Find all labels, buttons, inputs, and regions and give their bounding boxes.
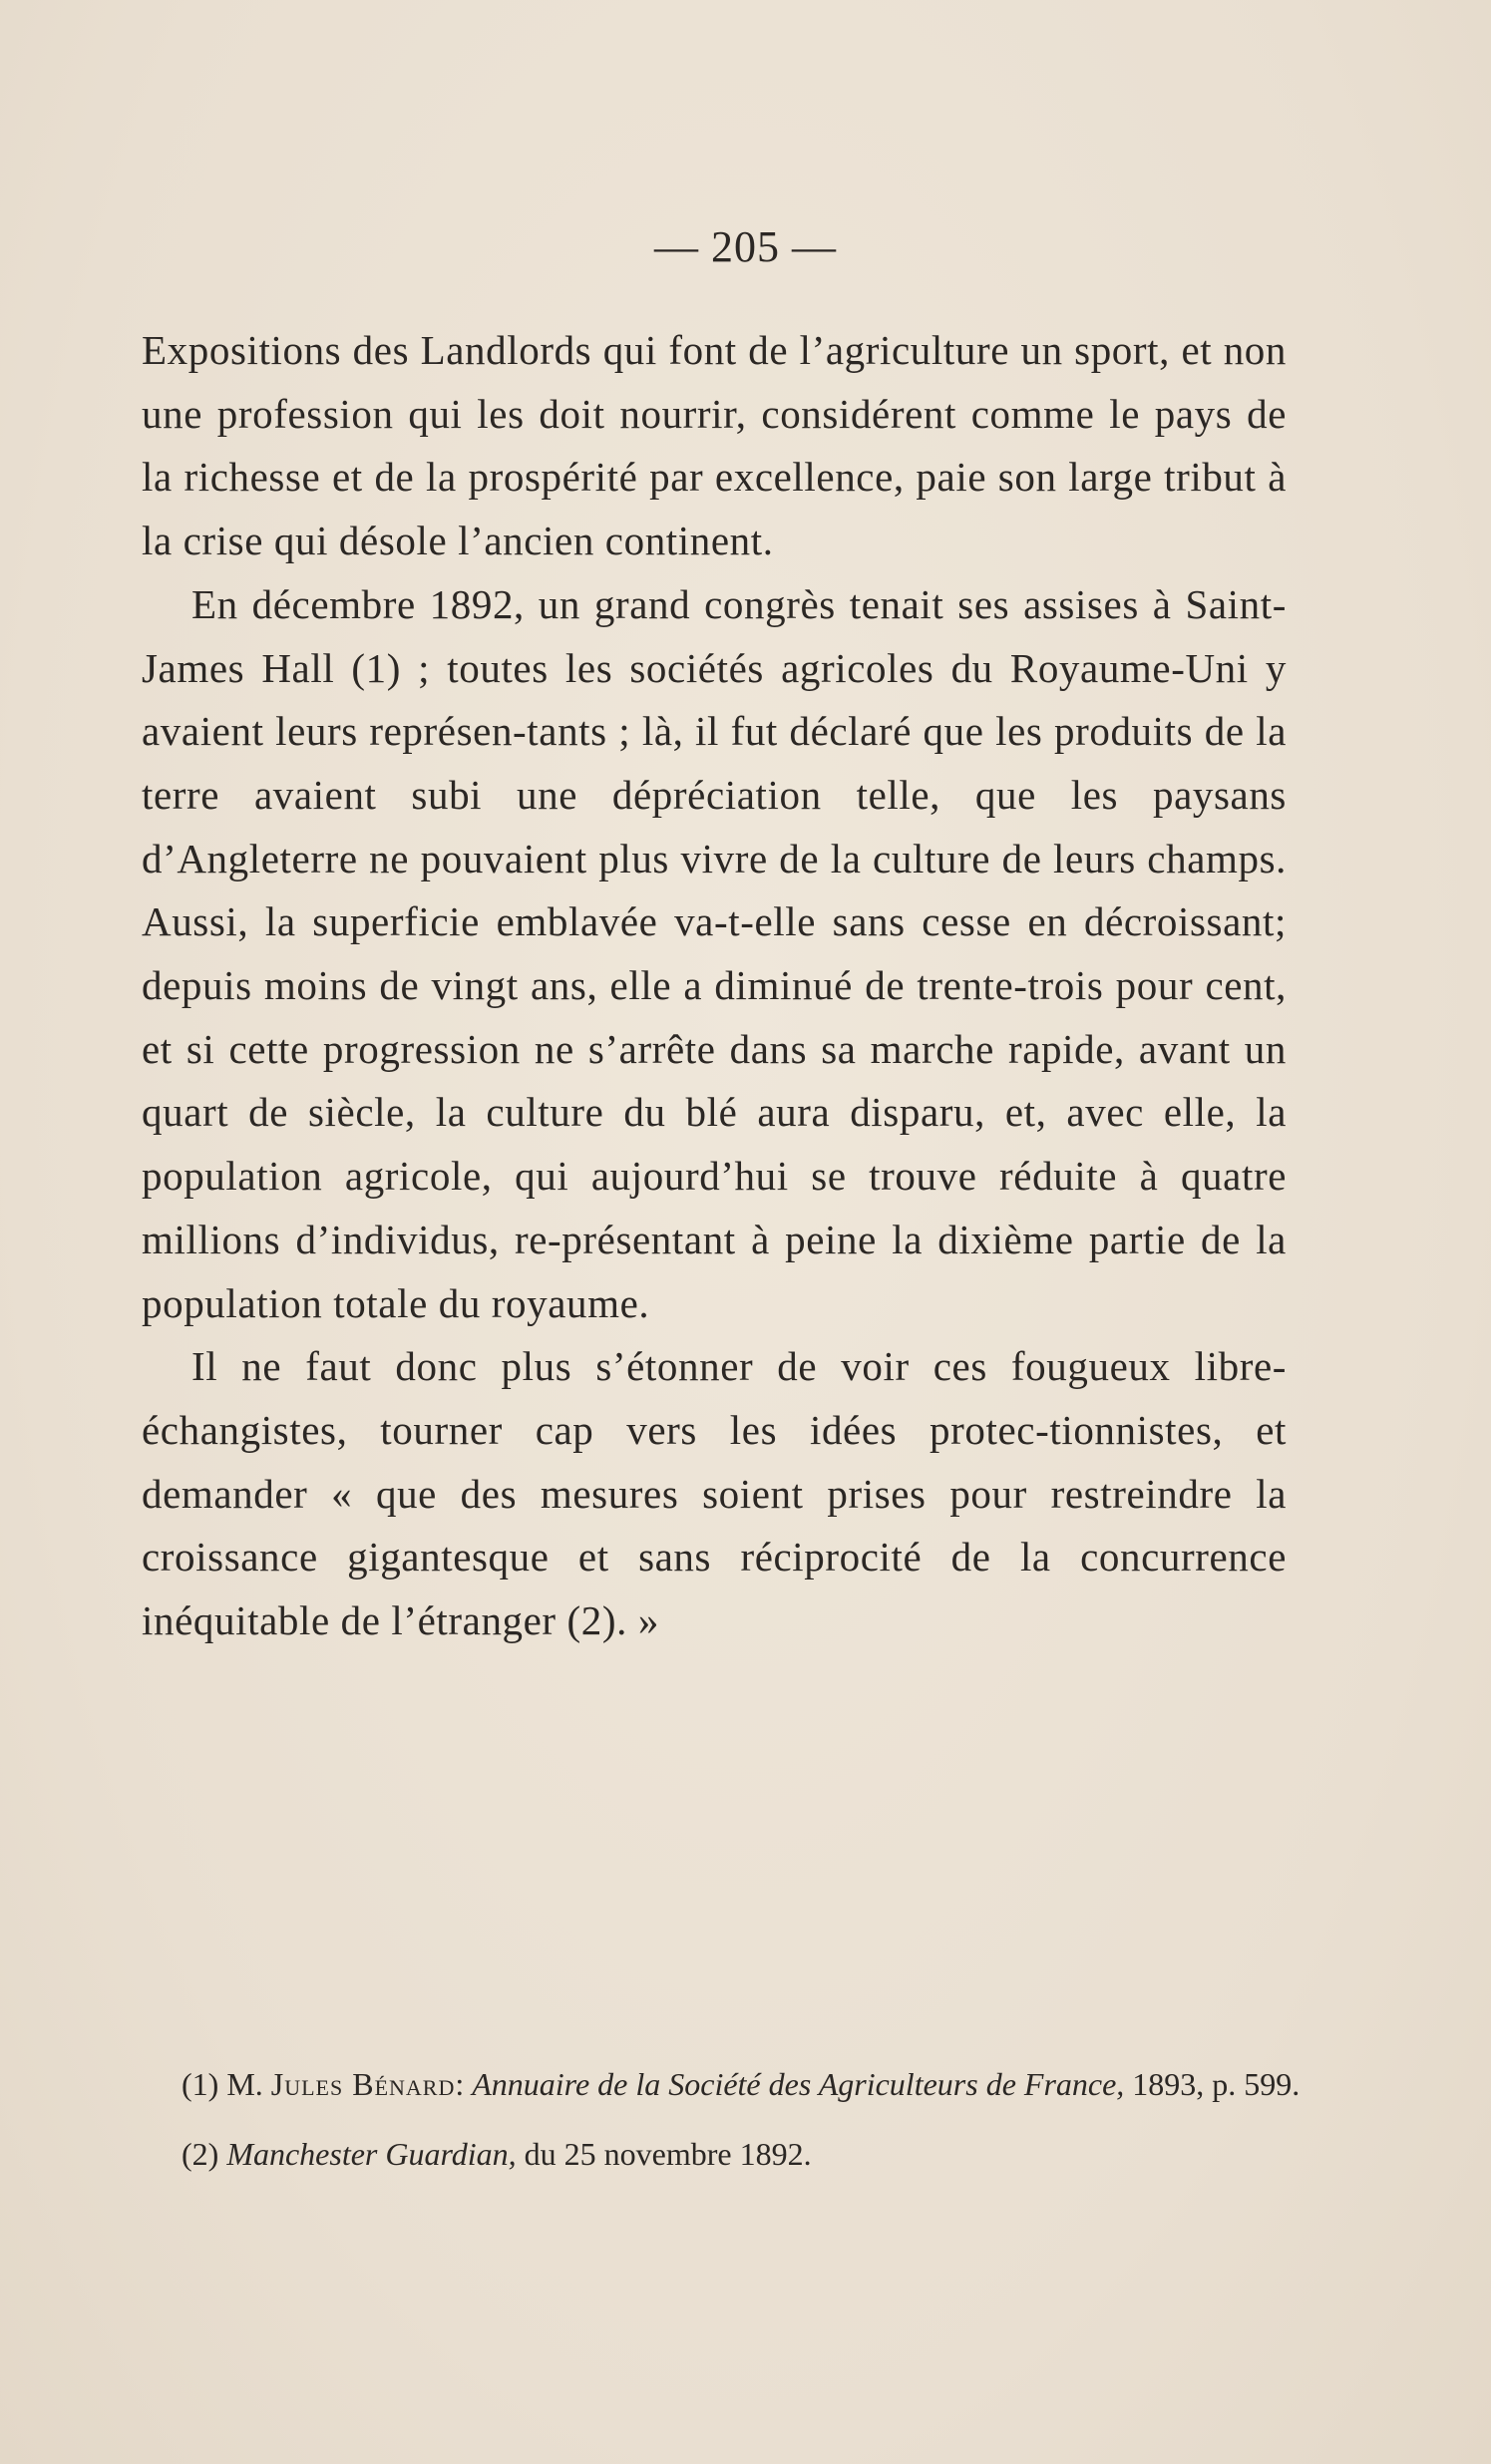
page-number: — 205 —	[654, 222, 837, 271]
paragraph-3: Il ne faut donc plus s’étonner de voir ces fougueux libre-échangistes, tourner cap vers les idées protec-tionnistes, et demander « que des mesures soient prises pour restreindre la croissance gigantesque et sans réciprocité de la concurrence inéquitable de l’étranger (2). »	[142, 1343, 1287, 1644]
paragraph-1: Expositions des Landlords qui font de l’agriculture un sport, et non une profession qui les doit nourrir, considérent comme le pays de la richesse et de la prospérité par excellence, paie son large tribut à la crise qui désole l’ancien continent.	[142, 327, 1287, 564]
footnote-1-marker: (1)	[182, 2066, 219, 2102]
footnote-1	[142, 2058, 1308, 2110]
footnote-2-rest: du 25 novembre 1892.	[524, 2136, 812, 2172]
footnote-1-rest: 1893, p. 599.	[1132, 2066, 1301, 2102]
footnotes	[142, 2058, 1308, 2198]
footnote-2-title: Manchester Guardian,	[226, 2136, 517, 2172]
footnote-2	[142, 2128, 1308, 2180]
footnote-1-author-prefix: M.	[226, 2066, 263, 2102]
paragraph-2: En décembre 1892, un grand congrès tenait ses assises à Saint-James Hall (1) ; toutes les sociétés agricoles du Royaume-Uni y avaient leurs représen-tants ; là, il fut déclaré que les produits de la terre avaient subi une dépréciation telle, que les paysans d’Angleterre ne pouvaient plus vivre de la culture de leurs champs. Aussi, la superficie emblavée va-t-elle sans cesse en décroissant; depuis moins de vingt ans, elle a diminué de trente-trois pour cent, et si cette progression ne s’arrête dans sa marche rapide, avant un quart de siècle, la culture du blé aura disparu, et, avec elle, la population agricole, qui aujourd’hui se trouve réduite à quatre millions d’individus, re-présentant à peine la dixième partie de la population totale du royaume.	[142, 580, 1287, 1326]
footnote-1-author: Jules Bénard	[270, 2066, 456, 2102]
footnote-2-marker: (2)	[182, 2136, 219, 2172]
footnote-1-title: Annuaire de la Société des Agriculteurs de France,	[472, 2066, 1125, 2102]
footnote-1-separator: :	[455, 2066, 465, 2102]
body-text	[142, 319, 1287, 1653]
